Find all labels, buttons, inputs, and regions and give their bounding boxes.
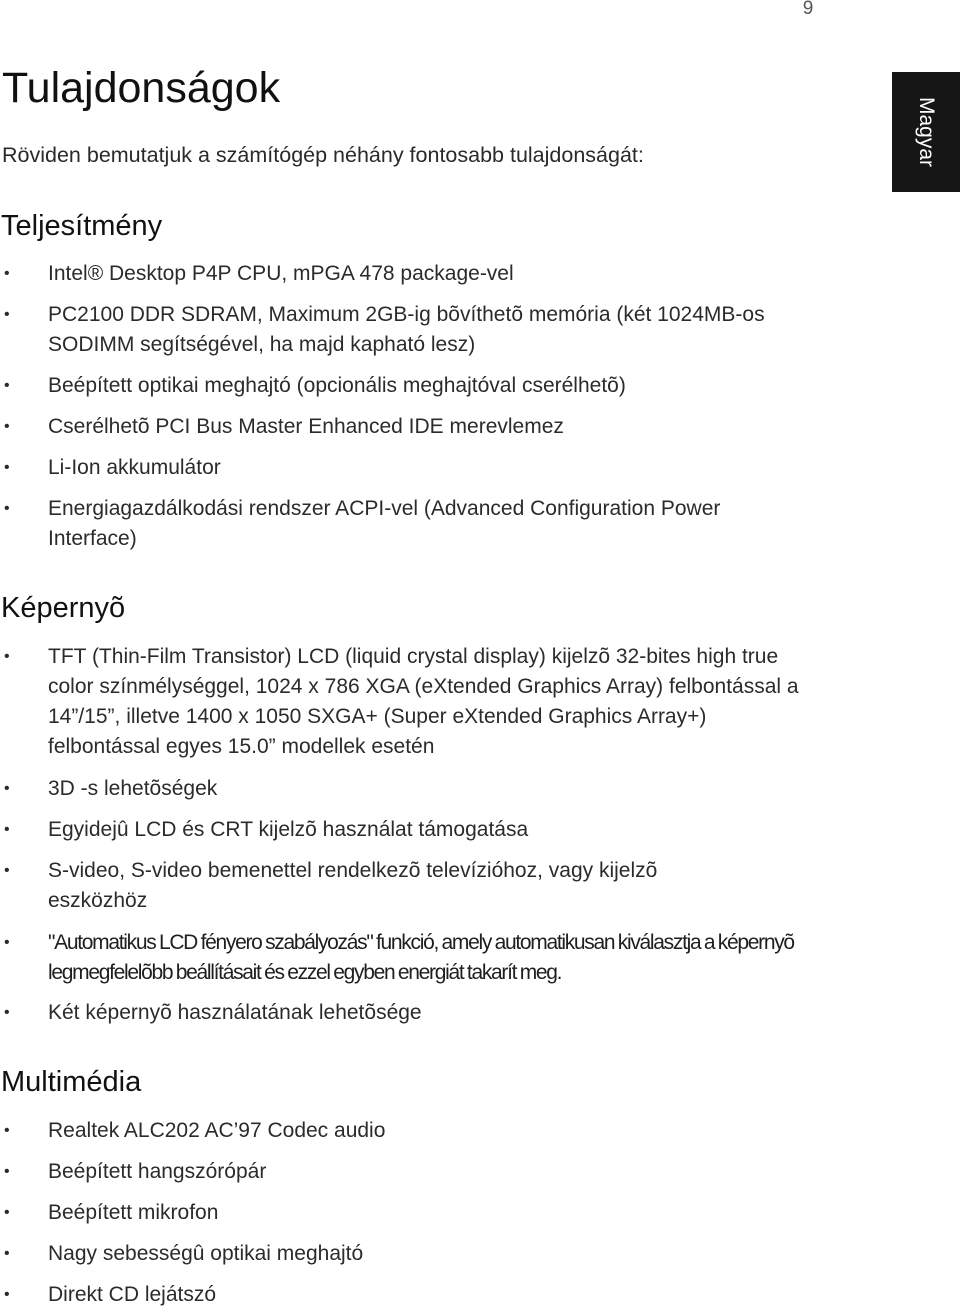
bullet: •: [4, 459, 10, 476]
list-item-text: Egyidejû LCD és CRT kijelzõ használat támogatása: [48, 818, 529, 841]
section-heading: Képernyõ: [1, 592, 126, 624]
bullet: •: [4, 1163, 10, 1180]
bullet: •: [4, 780, 10, 797]
bullet: •: [4, 377, 10, 394]
intro-text: Röviden bemutatjuk a számítógép néhány fontosabb tulajdonságát:: [2, 143, 644, 167]
list-item-text: Két képernyõ használatának lehetõsége: [48, 1001, 422, 1024]
bullet: •: [4, 934, 10, 951]
list-item-text: Beépített mikrofon: [48, 1201, 219, 1224]
list-item-text: Intel® Desktop P4P CPU, mPGA 478 package-vel: [48, 262, 514, 285]
list-item-text: Direkt CD lejátszó: [48, 1283, 217, 1306]
bullet: •: [4, 306, 10, 323]
bullet: •: [4, 265, 10, 282]
language-tab: [892, 72, 960, 192]
bullet: •: [4, 418, 10, 435]
bullet: •: [4, 1004, 10, 1021]
list-item-text: "Automatikus LCD fényero szabályozás" funkció, amely automatikusan kiválasztja a képernyõ legmegfelelõbb beállításait és ezzel egyben energiát takarít meg.: [48, 931, 794, 984]
list-item-text: 3D -s lehetõségek: [48, 777, 218, 800]
list-item-text: Cserélhetõ PCI Bus Master Enhanced IDE merevlemez: [48, 415, 564, 438]
list-item-text: Li-Ion akkumulátor: [48, 456, 221, 479]
list-item-text: Beépített optikai meghajtó (opcionális meghajtóval cserélhetõ): [48, 374, 626, 397]
bullet: •: [4, 862, 10, 879]
list-item-text: S-video, S-video bemenettel rendelkezõ televízióhoz, vagy kijelzõ eszközhöz: [48, 859, 658, 912]
bullet: •: [4, 1204, 10, 1221]
bullet: •: [4, 500, 10, 517]
language-tab-label: Magyar: [915, 96, 938, 168]
bullet: •: [4, 648, 10, 665]
page-number: 9: [802, 0, 814, 19]
list-item-text: Nagy sebességû optikai meghajtó: [48, 1242, 364, 1265]
list-item-text: TFT (Thin-Film Transistor) LCD (liquid crystal display) kijelzõ 32-bites high true color színmélységgel, 1024 x 786 XGA (eXtended Graphics Array) felbontással a 14”/15”, illetve 1400 x 1050 SXGA+ (Super eXtended Graphics Array+) felbontással egyes 15.0” modellek esetén: [48, 645, 799, 758]
list-item-text: Energiagazdálkodási rendszer ACPI-vel (Advanced Configuration Power Interface): [48, 497, 721, 550]
bullet: •: [4, 1245, 10, 1262]
section-heading: Teljesítmény: [1, 210, 163, 242]
list-item-text: Beépített hangszórópár: [48, 1160, 267, 1183]
bullet: •: [4, 1286, 10, 1303]
list-item-text: Realtek ALC202 AC’97 Codec audio: [48, 1119, 386, 1142]
bullet: •: [4, 1122, 10, 1139]
list-item-text: PC2100 DDR SDRAM, Maximum 2GB-ig bõvíthetõ memória (két 1024MB-os SODIMM segítségével, ha majd kapható lesz): [48, 303, 765, 356]
section-heading: Multimédia: [1, 1066, 142, 1098]
bullet: •: [4, 821, 10, 838]
page-title: Tulajdonságok: [2, 64, 281, 112]
